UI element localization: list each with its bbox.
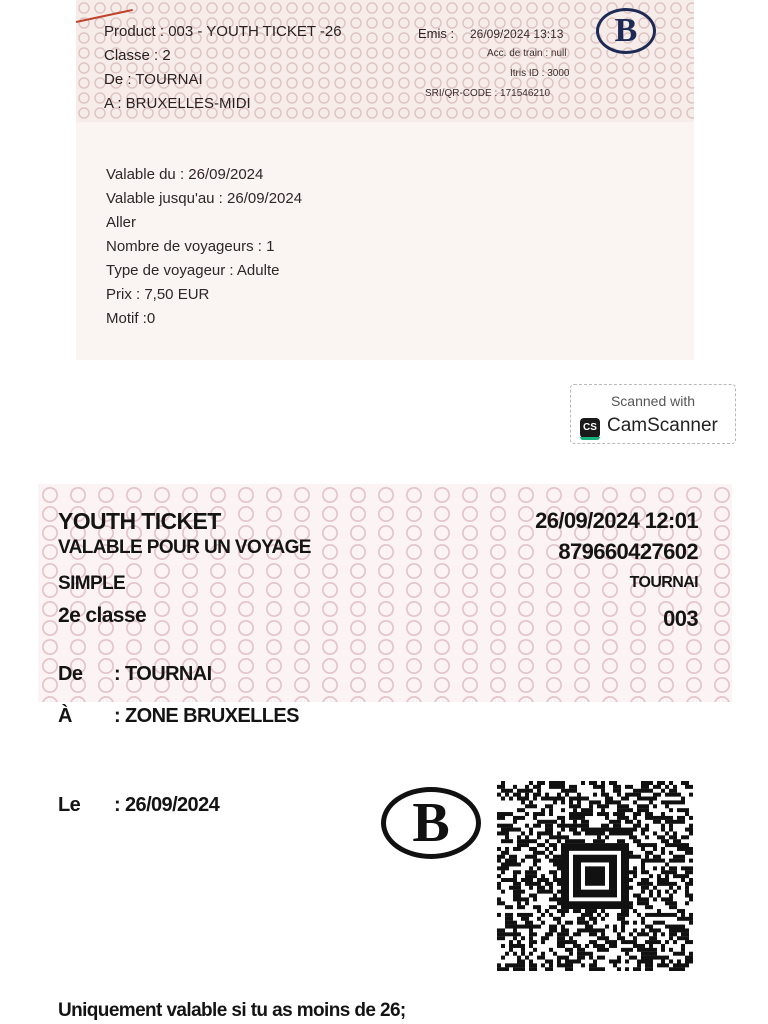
scanned-with-caption: Scanned with	[610, 393, 696, 409]
direction: Aller	[106, 214, 137, 231]
acc-train: Acc. de train : null	[487, 48, 567, 59]
type-voyageur: Type de voyageur : Adulte	[106, 262, 280, 279]
ticket-subtitle: VALABLE POUR UN VOYAGE	[58, 537, 311, 558]
prix: Prix : 7,50 EUR	[106, 286, 210, 303]
destination-value: : ZONE BRUXELLES	[114, 705, 299, 727]
destination-line: A : BRUXELLES-MIDI	[104, 95, 251, 112]
origin-value: : TOURNAI	[114, 663, 212, 685]
emis-label: Emis :	[418, 26, 455, 41]
motif: Motif :0	[106, 310, 156, 327]
product-code: 003	[663, 606, 698, 631]
sncb-logo-letter: B	[614, 12, 638, 49]
bottom-ticket	[38, 484, 732, 1024]
nombre-voyageurs: Nombre de voyageurs : 1	[106, 238, 275, 255]
sncb-logo	[596, 8, 656, 54]
emis-value: 26/09/2024 13:13	[470, 27, 564, 41]
ticket-number: 879660427602	[558, 539, 698, 564]
top-ticket	[76, 0, 694, 360]
sri-qr-code: SRI/QR-CODE : 171546210	[425, 88, 551, 99]
camscanner-brand: CamScanner	[607, 415, 718, 436]
itris-id: Itris ID : 3000	[510, 68, 570, 79]
ticket-title: YOUTH TICKET	[58, 508, 221, 534]
camscanner-badge	[570, 384, 736, 444]
ticket-classe: 2e classe	[58, 604, 147, 627]
ticket-datetime: 26/09/2024 12:01	[535, 508, 698, 533]
ticket-type: SIMPLE	[58, 573, 126, 594]
date-value: : 26/09/2024	[114, 794, 220, 816]
qr-code	[497, 781, 693, 971]
camscanner-icon: CS	[580, 418, 600, 438]
product-line: Product : 003 - YOUTH TICKET -26	[104, 23, 342, 40]
footer-validity-note: Uniquement valable si tu as moins de 26;	[58, 1000, 406, 1021]
classe-line: Classe : 2	[104, 47, 171, 64]
destination-label: À	[58, 705, 72, 727]
valable-du: Valable du : 26/09/2024	[106, 166, 264, 183]
date-label: Le	[58, 794, 81, 816]
issuing-station: TOURNAI	[629, 574, 698, 591]
valable-jusquau: Valable jusqu'au : 26/09/2024	[106, 190, 303, 207]
origin-line: De : TOURNAI	[104, 71, 203, 88]
sncb-logo-letter: B	[412, 792, 450, 854]
origin-label: De	[58, 663, 83, 685]
sncb-logo	[381, 787, 481, 859]
